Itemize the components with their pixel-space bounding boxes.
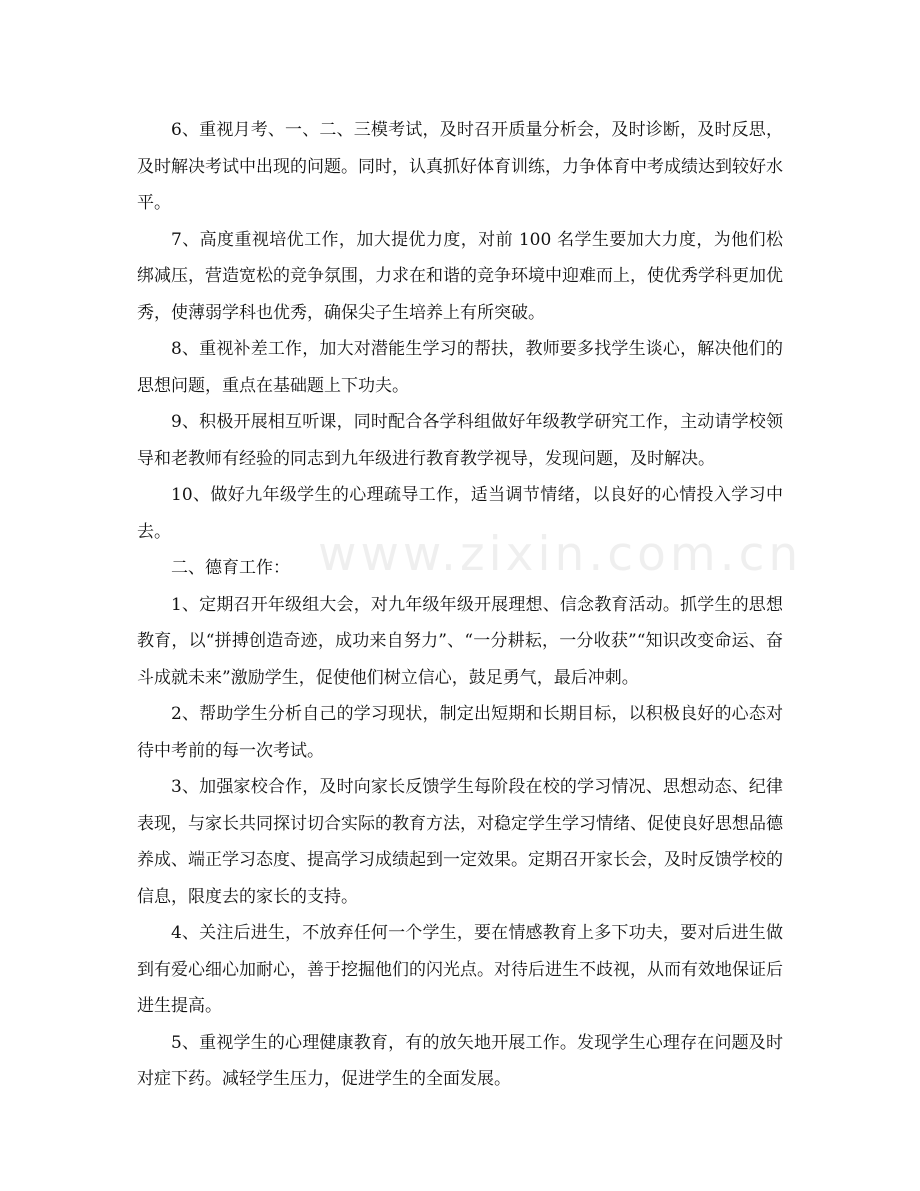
paragraph-item-8: 8、重视补差工作，加大对潜能生学习的帮扶，教师要多找学生谈心，解决他们的思想问题，重点在基础题上下功夫。: [137, 339, 783, 396]
paragraph-item-6: 6、重视月考、一、二、三模考试，及时召开质量分析会，及时诊断，及时反思，及时解决考试中出现的问题。同时，认真抓好体育训练，力争体育中考成绩达到较好水平。: [137, 120, 783, 213]
moral-item-4: 4、关注后进生，不放弃任何一个学生，要在情感教育上多下功夫，要对后进生做到有爱心细心加耐心，善于挖掘他们的闪光点。对待后进生不歧视，从而有效地保证后进生提高。: [137, 923, 783, 1016]
paragraph-item-9: 9、积极开展相互听课，同时配合各学科组做好年级教学研究工作，主动请学校领导和老教师有经验的同志到九年级进行教育教学视导，发现问题，及时解决。: [137, 412, 783, 469]
paragraph-item-10: 10、做好九年级学生的心理疏导工作，适当调节情绪，以良好的心情投入学习中去。: [137, 485, 783, 542]
moral-item-5: 5、重视学生的心理健康教育，有的放矢地开展工作。发现学生心理存在问题及时对症下药。减轻学生压力，促进学生的全面发展。: [137, 1032, 783, 1089]
watermark: www.zixin.com.cn: [318, 527, 803, 582]
section-heading-moral-education: 二、德育工作：: [171, 558, 290, 578]
moral-item-1: 1、定期召开年级组大会，对九年级年级开展理想、信念教育活动。抓学生的思想教育，以“拼搏创造奇迹，成功来自努力”、“一分耕耘，一分收获”“知识改变命运、奋斗成就未来”激励学生，促使他们树立信心，鼓足勇气，最后冲刺。: [137, 594, 783, 688]
moral-item-2: 2、帮助学生分析自己的学习现状，制定出短期和长期目标，以积极良好的心态对待中考前的每一次考试。: [137, 704, 783, 761]
document-body: [137, 112, 783, 1098]
paragraph-item-7: 7、高度重视培优工作，加大提优力度，对前 100 名学生要加大力度，为他们松绑减压，营造宽松的竞争氛围，力求在和谐的竞争环境中迎难而上，使优秀学科更加优秀，使薄弱学科也优秀，确保尖子生培养上有所突破。: [137, 229, 783, 323]
moral-item-3: 3、加强家校合作，及时向家长反馈学生每阶段在校的学习情况、思想动态、纪律表现，与家长共同探讨切合实际的教育方法，对稳定学生学习情绪、促使良好思想品德养成、端正学习态度、提高学习成绩起到一定效果。定期召开家长会，及时反馈学校的信息，限度去的家长的支持。: [137, 777, 783, 907]
